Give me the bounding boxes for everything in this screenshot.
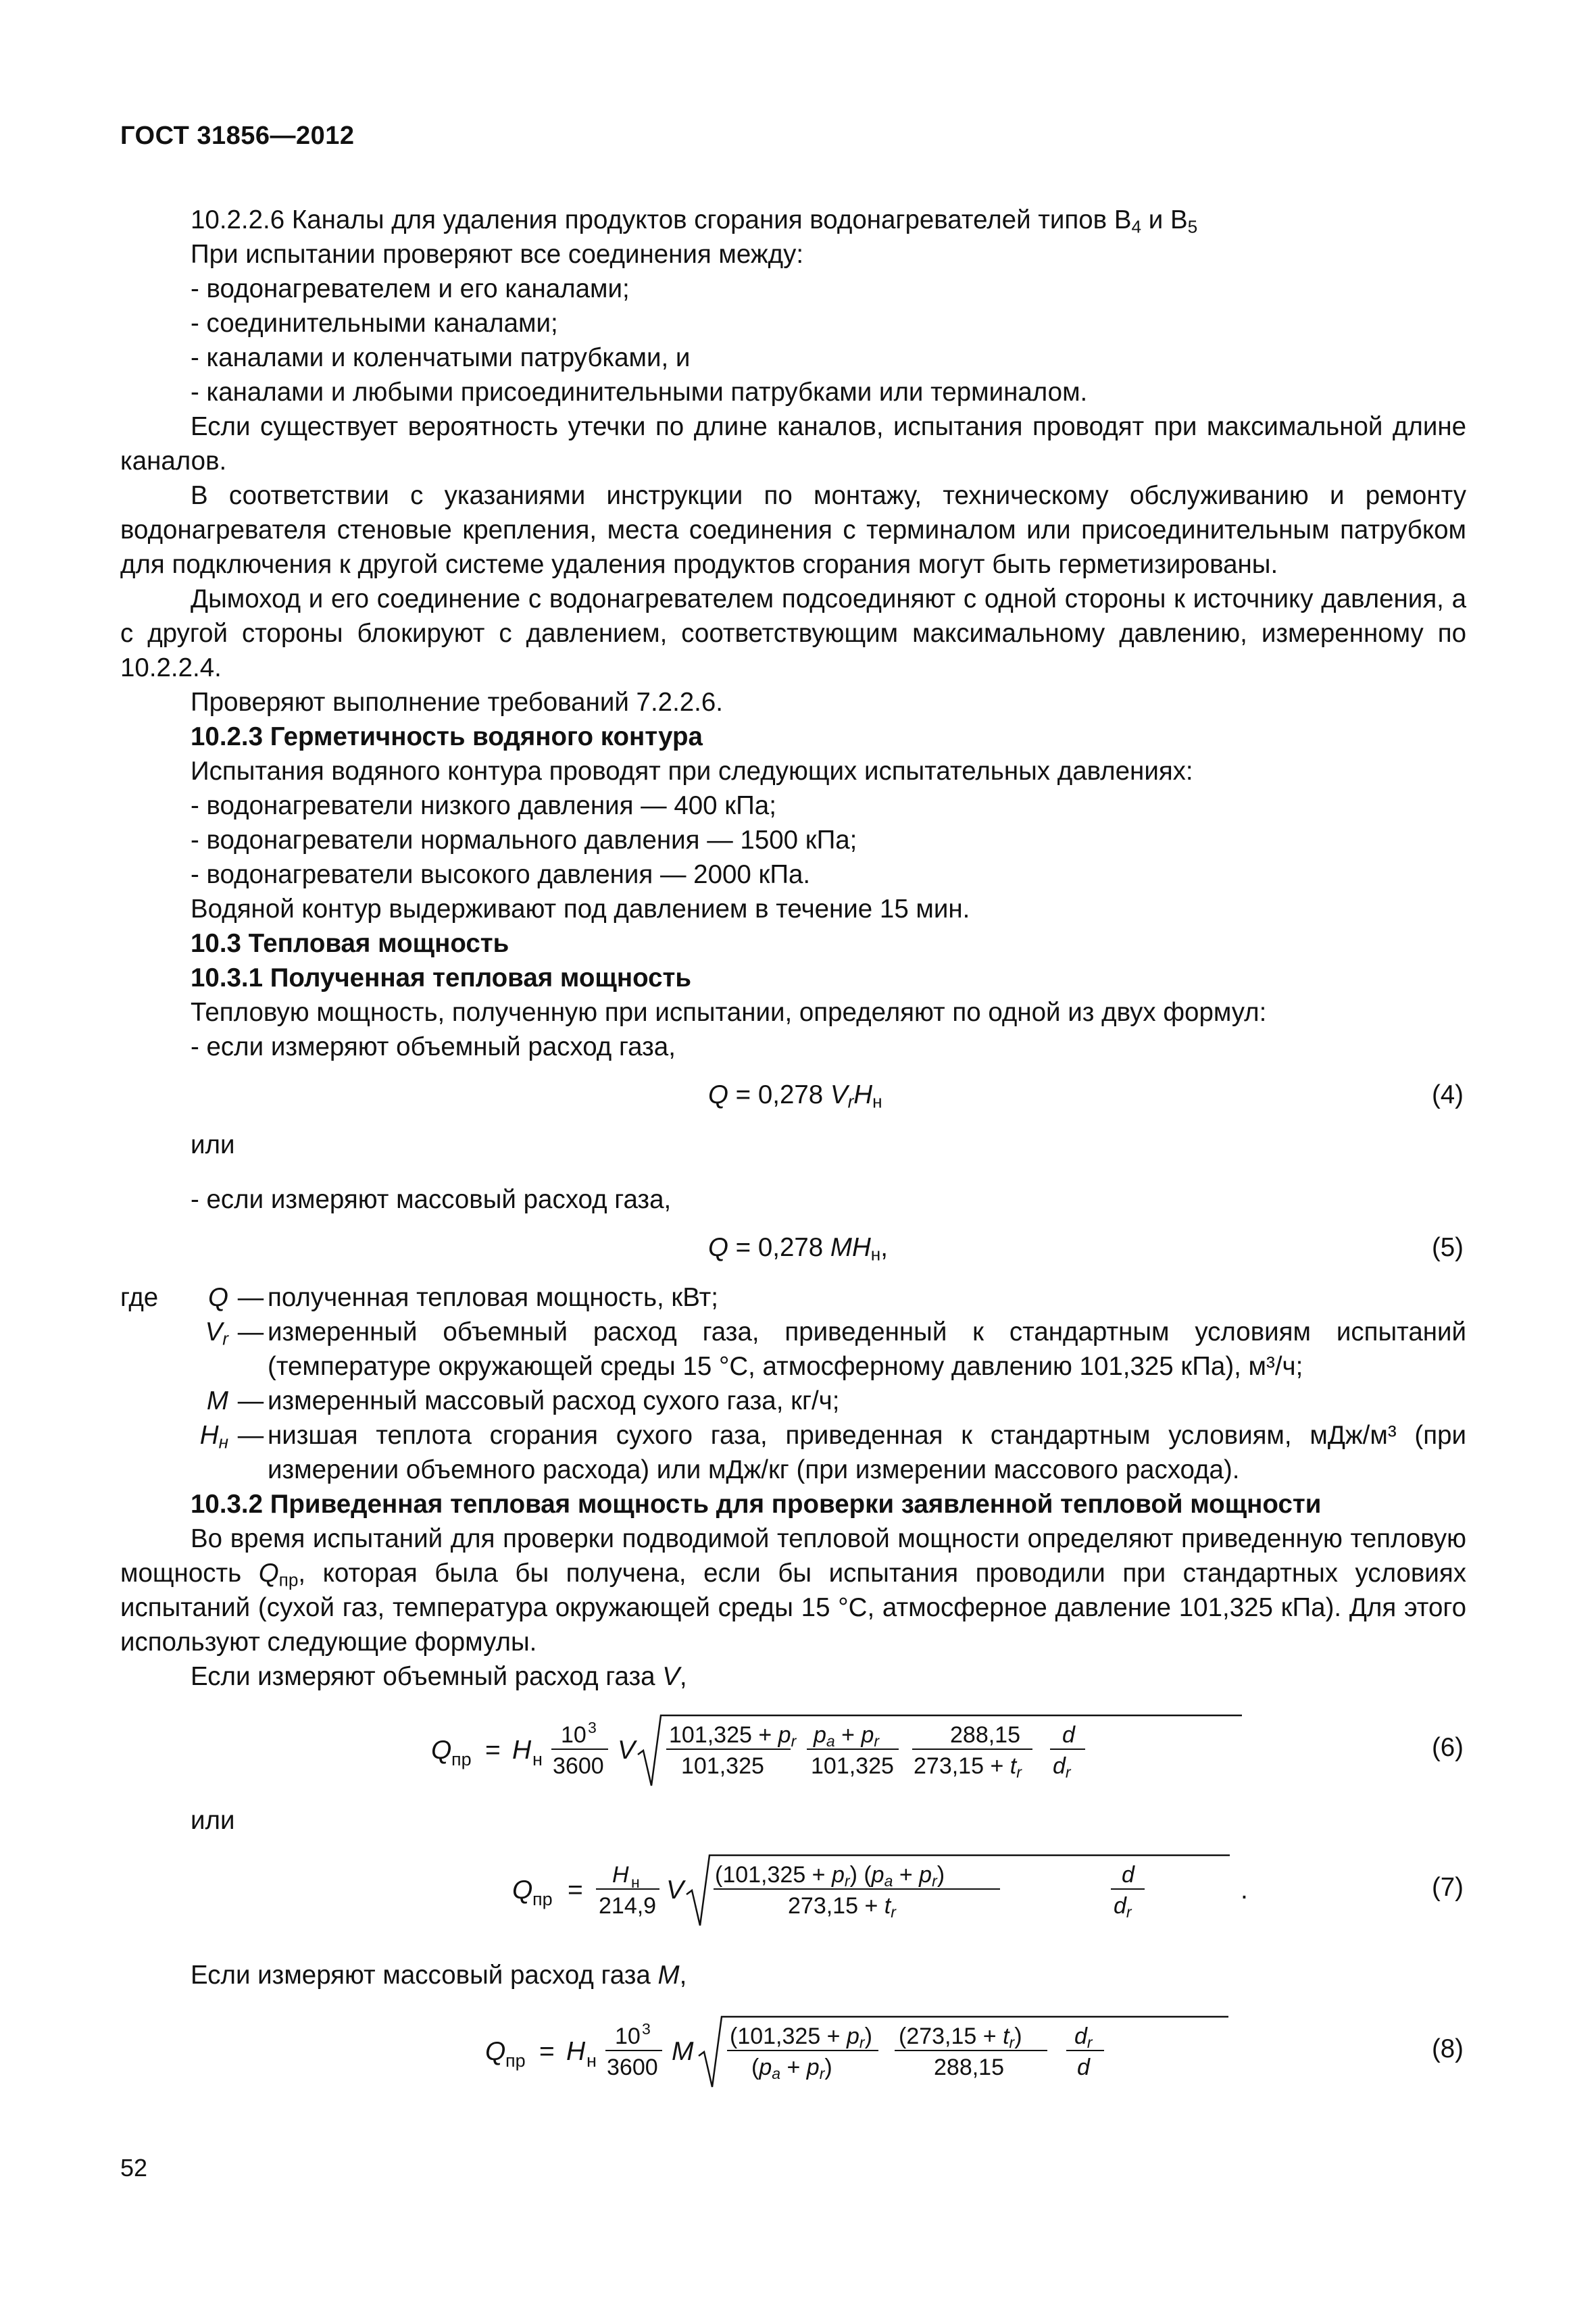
svg-text:dr: dr bbox=[1053, 1753, 1071, 1781]
svg-text:н: н bbox=[631, 1873, 640, 1891]
equation-5 bbox=[120, 1224, 1466, 1275]
def-text: полученная тепловая мощность, кВт; bbox=[268, 1283, 718, 1312]
svg-text:H: H bbox=[512, 1736, 532, 1765]
paragraph: Дымоход и его соединение с водонагревателем подсоединяют с одной стороны к источнику давления, а с другой стороны блокируют с давлением, соответствующим максимальному давлению, измеренному по 10.2.2.4. bbox=[120, 584, 1466, 682]
definition-row bbox=[120, 1280, 1466, 1315]
equation-number: (7) bbox=[1431, 1873, 1464, 1902]
eq-subscript: н bbox=[870, 1244, 881, 1265]
svg-text:d: d bbox=[1062, 1722, 1075, 1748]
svg-text:H: H bbox=[612, 1862, 629, 1888]
def-text: измеренный объемный расход газа, приведенный к стандартным условиям испытаний (температуре окружающей среды 15 °С, атмосферному давлению 101,325 кПа), м³/ч; bbox=[268, 1317, 1466, 1381]
list-item: - если измеряют массовый расход газа, bbox=[191, 1185, 672, 1214]
def-symbol-text: H bbox=[199, 1421, 219, 1450]
paragraph-text: Если измеряют объемный расход газа bbox=[191, 1662, 663, 1691]
svg-text:288,15: 288,15 bbox=[950, 1722, 1020, 1748]
def-symbol-text: Q bbox=[208, 1283, 228, 1312]
paragraph: или bbox=[191, 1806, 235, 1835]
svg-text:(273,15 + tr): (273,15 + tr) bbox=[899, 2023, 1022, 2051]
equation-7 bbox=[120, 1843, 1466, 1938]
svg-text:пр: пр bbox=[451, 1749, 472, 1769]
section-heading-10-3-1: 10.3.1 Полученная тепловая мощность bbox=[191, 963, 692, 992]
inline-symbol: Q bbox=[258, 1559, 279, 1588]
inline-symbol: M bbox=[657, 1961, 680, 1990]
equation-number: (8) bbox=[1431, 2034, 1464, 2063]
svg-text:3600: 3600 bbox=[553, 1753, 604, 1779]
equation-6 bbox=[120, 1703, 1466, 1798]
svg-text:Q: Q bbox=[512, 1876, 533, 1905]
list-item: - водонагревателем и его каналами; bbox=[191, 274, 630, 303]
section-heading-10-2-3: 10.2.3 Герметичность водяного контура bbox=[191, 722, 703, 751]
document-body bbox=[120, 203, 1466, 2105]
equation-6-formula bbox=[431, 1703, 1242, 1798]
inline-symbol: V bbox=[662, 1662, 680, 1691]
def-dash: — bbox=[237, 1421, 264, 1450]
def-dash: — bbox=[237, 1283, 264, 1312]
svg-text:(pa + pr): (pa + pr) bbox=[751, 2055, 832, 2082]
eq-symbol: MH bbox=[830, 1233, 871, 1262]
svg-text:3: 3 bbox=[642, 2020, 651, 2038]
equation-number: (5) bbox=[1431, 1233, 1464, 1262]
paragraph-text: Если измеряют массовый расход газа bbox=[191, 1961, 658, 1990]
eq-subscript: н bbox=[872, 1091, 882, 1112]
section-heading-10-3-2: 10.3.2 Приведенная тепловая мощность для проверки заявленной тепловой мощности bbox=[191, 1490, 1322, 1519]
title-text: 10.2.2.6 Каналы для удаления продуктов сгорания водонагревателей типов B bbox=[191, 205, 1132, 234]
svg-text:=: = bbox=[568, 1876, 583, 1905]
paragraph-text: , bbox=[679, 1961, 687, 1990]
svg-text:3600: 3600 bbox=[607, 2055, 658, 2080]
svg-text:(101,325 + pr): (101,325 + pr) bbox=[730, 2023, 872, 2051]
paragraph: Водяной контур выдерживают под давлением в течение 15 мин. bbox=[191, 895, 970, 924]
def-symbol bbox=[174, 1418, 234, 1487]
svg-text:.: . bbox=[1241, 1876, 1248, 1905]
eq-symbol: Q bbox=[708, 1233, 728, 1262]
def-symbol bbox=[174, 1315, 234, 1384]
equation-number: (4) bbox=[1431, 1080, 1464, 1109]
svg-text:V: V bbox=[666, 1876, 684, 1905]
svg-text:10: 10 bbox=[561, 1722, 587, 1748]
def-symbol-text: M bbox=[206, 1386, 228, 1415]
svg-text:pa + pr: pa + pr bbox=[814, 1722, 880, 1750]
eq-symbol: Q bbox=[708, 1080, 728, 1109]
svg-text:Q: Q bbox=[431, 1736, 452, 1765]
svg-text:d: d bbox=[1077, 2055, 1090, 2080]
svg-text:пр: пр bbox=[505, 2051, 526, 2071]
title-subscript: 4 bbox=[1131, 216, 1142, 237]
svg-text:V: V bbox=[618, 1736, 636, 1765]
def-lead-spacer bbox=[120, 1418, 174, 1487]
svg-text:=: = bbox=[539, 2037, 555, 2066]
svg-text:273,15 + tr: 273,15 + tr bbox=[914, 1753, 1022, 1781]
paragraph bbox=[120, 1659, 1466, 1694]
def-dash: — bbox=[237, 1317, 264, 1347]
equation-7-formula bbox=[512, 1843, 1255, 1938]
paragraph bbox=[120, 1521, 1466, 1659]
svg-text:M: M bbox=[672, 2037, 694, 2066]
title-text: и B bbox=[1141, 205, 1188, 234]
svg-text:273,15 + tr: 273,15 + tr bbox=[788, 1893, 896, 1921]
list-item: - водонагреватели низкого давления — 400 кПа; bbox=[191, 791, 776, 820]
list-item: - каналами и коленчатыми патрубками, и bbox=[191, 343, 691, 372]
equation-4-expression bbox=[708, 1078, 882, 1112]
def-text: низшая теплота сгорания сухого газа, приведенная к стандартным условиям, мДж/м³ (при измерении объемного расхода) или мДж/кг (при измерении массового расхода). bbox=[268, 1421, 1466, 1484]
paragraph: Тепловую мощность, полученную при испытании, определяют по одной из двух формул: bbox=[191, 998, 1267, 1027]
list-item: - если измеряют объемный расход газа, bbox=[191, 1032, 676, 1061]
where-label: где bbox=[120, 1283, 159, 1312]
equation-8-formula bbox=[485, 2005, 1228, 2099]
svg-text:(101,325 + pr) (pa + pr): (101,325 + pr) (pa + pr) bbox=[715, 1862, 945, 1890]
equation-8 bbox=[120, 2005, 1466, 2099]
page-number: 52 bbox=[120, 2154, 148, 2182]
eq-text: = 0,278 bbox=[728, 1233, 830, 1262]
paragraph: В соответствии с указаниями инструкции по монтажу, техническому обслуживанию и ремонту водонагревателя стеновые крепления, места соединения с терминалом или присоединительным патрубком для подключения к другой системе удаления продуктов сгорания могут быть герметизированы. bbox=[120, 481, 1466, 579]
equation-number: (6) bbox=[1431, 1733, 1464, 1762]
eq-symbol: H bbox=[853, 1080, 873, 1109]
definitions-list bbox=[120, 1280, 1466, 1487]
def-symbol-text: V bbox=[205, 1317, 223, 1347]
svg-text:d: d bbox=[1122, 1862, 1134, 1888]
svg-text:214,9: 214,9 bbox=[599, 1893, 657, 1919]
section-heading-10-3: 10.3 Тепловая мощность bbox=[191, 929, 509, 958]
definition-row bbox=[120, 1384, 1466, 1418]
def-symbol-subscript: r bbox=[222, 1328, 228, 1349]
paragraph-text: , bbox=[679, 1662, 687, 1691]
eq-subscript: r bbox=[847, 1091, 854, 1112]
svg-text:H: H bbox=[566, 2037, 586, 2066]
definition-row bbox=[120, 1418, 1466, 1487]
svg-text:н: н bbox=[532, 1749, 543, 1769]
def-symbol bbox=[174, 1280, 234, 1315]
def-text: измеренный массовый расход сухого газа, кг/ч; bbox=[268, 1386, 840, 1415]
paragraph-text: Во время испытаний для проверки подводимой тепловой мощности определяют приведенную тепловую мощность bbox=[120, 1524, 1466, 1588]
paragraph: Если существует вероятность утечки по длине каналов, испытания проводят при максимальной длине каналов. bbox=[120, 412, 1466, 476]
paragraph bbox=[120, 1958, 1466, 1992]
paragraph: Испытания водяного контура проводят при следующих испытательных давлениях: bbox=[191, 757, 1193, 786]
paragraph: При испытании проверяют все соединения между: bbox=[191, 240, 804, 269]
eq-symbol: V bbox=[830, 1080, 848, 1109]
svg-text:101,325: 101,325 bbox=[811, 1753, 894, 1779]
definition-row bbox=[120, 1315, 1466, 1384]
svg-text:101,325 + pr: 101,325 + pr bbox=[669, 1722, 797, 1750]
document-header: ГОСТ 31856—2012 bbox=[120, 122, 355, 150]
svg-text:10: 10 bbox=[615, 2023, 641, 2049]
list-item: - водонагреватели высокого давления — 2000 кПа. bbox=[191, 860, 811, 889]
def-lead-spacer bbox=[120, 1384, 174, 1418]
svg-text:н: н bbox=[587, 2051, 597, 2071]
def-symbol bbox=[174, 1384, 234, 1418]
inline-subscript: пр bbox=[278, 1569, 299, 1590]
paragraph-text: , которая была бы получена, если бы испытания проводили при стандартных условиях испытаний (сухой газ, температура окружающей среды 15 °С, атмосферное давление 101,325 кПа). Для этого используют следующие формулы. bbox=[120, 1559, 1466, 1657]
def-symbol-subscript: н bbox=[218, 1432, 228, 1453]
svg-text:dr: dr bbox=[1074, 2023, 1093, 2051]
list-item: - каналами и любыми присоединительными патрубками или терминалом. bbox=[191, 378, 1088, 407]
svg-text:dr: dr bbox=[1114, 1893, 1132, 1921]
svg-text:Q: Q bbox=[485, 2037, 506, 2066]
equation-5-expression bbox=[708, 1230, 888, 1265]
eq-text: , bbox=[880, 1233, 888, 1262]
paragraph: Проверяют выполнение требований 7.2.2.6. bbox=[191, 688, 723, 717]
svg-text:=: = bbox=[485, 1736, 501, 1765]
svg-text:288,15: 288,15 bbox=[934, 2055, 1004, 2080]
eq-text: = 0,278 bbox=[728, 1080, 830, 1109]
def-lead-spacer bbox=[120, 1315, 174, 1384]
svg-text:пр: пр bbox=[532, 1889, 553, 1909]
section-10-2-2-6-title bbox=[120, 203, 1466, 237]
equation-4 bbox=[120, 1071, 1466, 1122]
title-subscript: 5 bbox=[1187, 216, 1198, 237]
svg-text:3: 3 bbox=[588, 1719, 597, 1736]
list-item: - водонагреватели нормального давления — 1500 кПа; bbox=[191, 826, 857, 855]
list-item: - соединительными каналами; bbox=[191, 309, 558, 338]
svg-text:101,325: 101,325 bbox=[681, 1753, 764, 1779]
paragraph: или bbox=[191, 1130, 235, 1159]
def-dash: — bbox=[237, 1386, 264, 1415]
